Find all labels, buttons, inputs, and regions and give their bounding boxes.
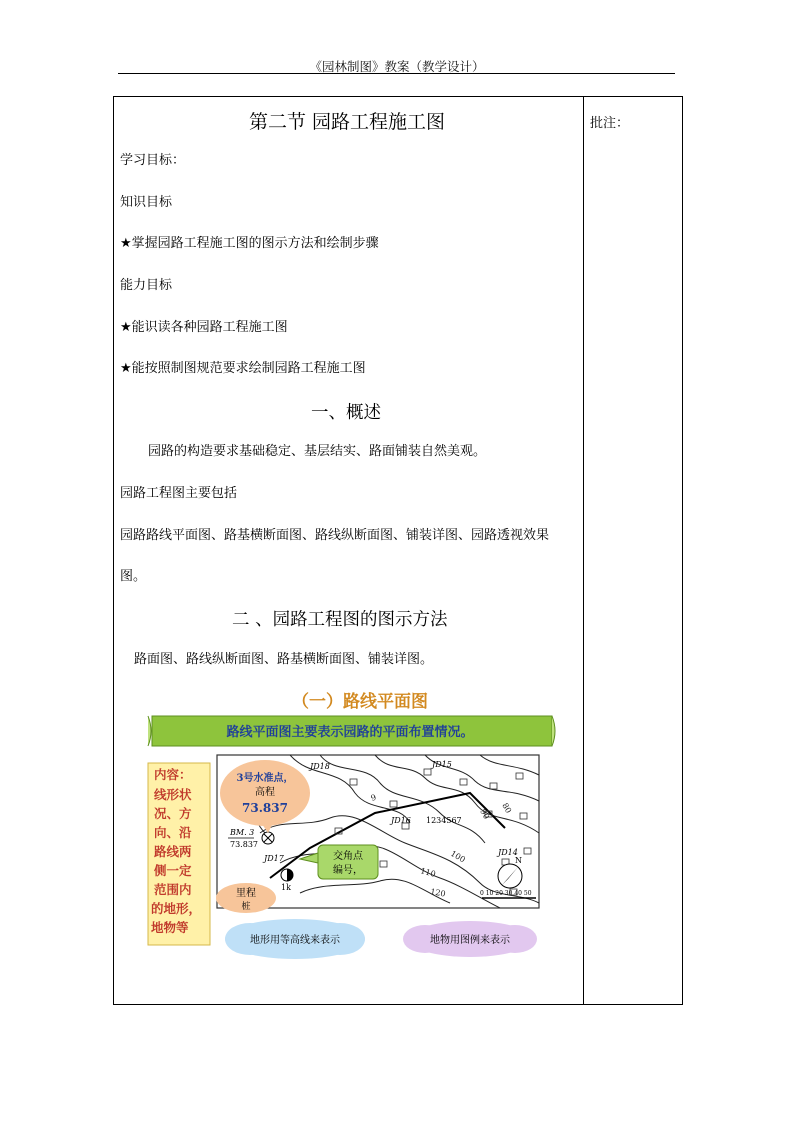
goals-label: 学习目标：: [120, 153, 186, 168]
notes-label: 批注：: [590, 116, 630, 131]
label-jd18: JD18: [310, 762, 330, 771]
contour-label-120: 120: [429, 887, 447, 899]
figure-banner: [148, 716, 555, 746]
part1-paragraph: 园路的构造要求基础稳定、基层结实、路面铺装自然美观。: [148, 444, 487, 459]
part2-title: 二 、园路工程图的图示方法: [232, 610, 448, 630]
content-line-8: 地物等: [151, 920, 189, 935]
section-title: 第二节 园路工程施工图: [249, 111, 446, 133]
content-box: [148, 763, 210, 945]
contour-cloud-text: 地形用等高线来表示: [250, 935, 340, 946]
mileage-bubble: [216, 883, 276, 913]
scale-bar: [480, 890, 536, 898]
benchmark-line-2: 73.837: [242, 801, 288, 815]
mileage-line-1: 桩: [241, 902, 251, 912]
content-line-7: 的地形，: [151, 901, 202, 916]
part2-list: 路面图、路线纵断面图、路基横断面图、铺装详图。: [134, 652, 434, 667]
label-bm-value: 73.837: [230, 840, 258, 849]
route-plan-figure: [140, 683, 570, 973]
mileage-line-0: 里程: [236, 888, 256, 899]
feature-cloud-text: 地物用图例来表示: [430, 935, 510, 946]
content-line-6: 范围内: [154, 882, 192, 897]
content-line-5: 侧一定: [154, 863, 192, 878]
label-stations: 1234567: [426, 816, 462, 825]
part1-list-line1: 园路路线平面图、路基横断面图、路线纵断面图、铺装详图、园路透视效果: [120, 528, 550, 543]
label-bm: BM. 3: [230, 828, 255, 837]
content-line-0: 内容：: [154, 767, 192, 782]
ability-item-1: ★能识读各种园路工程施工图: [120, 320, 288, 335]
benchmark-line-1: 高程: [255, 787, 275, 798]
ability-label: 能力目标: [120, 278, 173, 293]
contour-cloud: [225, 919, 365, 959]
banner-text: 路线平面图主要表示园路的平面布置情况。: [226, 725, 474, 740]
part1-list-line2: 图。: [120, 569, 147, 584]
corner-line-1: 编号，: [333, 865, 363, 876]
content-line-1: 线形状: [154, 787, 192, 802]
corner-line-0: 交角点: [333, 851, 363, 862]
ability-item-2: ★能按照制图规范要求绘制园路工程施工图: [120, 361, 366, 376]
knowledge-item: ★掌握园路工程施工图的图示方法和绘制步骤: [120, 236, 379, 251]
content-line-4: 路线两: [154, 844, 192, 859]
label-jd16: JD16: [391, 816, 411, 825]
content-line-2: 况、方: [154, 806, 192, 821]
label-km: 1k: [281, 883, 291, 892]
benchmark-line-0: 3号水准点，: [236, 773, 294, 784]
figure-title: （一）路线平面图: [292, 692, 428, 712]
contour-label-90: 90: [478, 807, 492, 821]
feature-cloud: [403, 921, 537, 957]
contour-label-9: 9: [369, 792, 378, 803]
contour-label-110: 110: [419, 866, 437, 879]
scale-label: 0 10 20 30 40 50: [480, 890, 532, 897]
knowledge-label: 知识目标: [120, 195, 173, 210]
header-rule: [118, 73, 675, 74]
part1-includes: 园路工程图主要包括: [120, 486, 238, 501]
content-line-3: 向、沿: [154, 825, 192, 840]
contour-label-100: 100: [449, 848, 467, 865]
contour-label-80: 80: [500, 801, 514, 815]
label-jd15: JD15: [432, 760, 452, 769]
north-label: N: [515, 856, 522, 865]
document-header: 《园林制图》教案（教学设计）: [309, 59, 485, 74]
label-jd17: JD17: [264, 854, 284, 863]
label-jd14: JD14: [498, 848, 518, 857]
part1-title: 一、概述: [311, 403, 381, 423]
column-divider: [583, 96, 584, 1005]
